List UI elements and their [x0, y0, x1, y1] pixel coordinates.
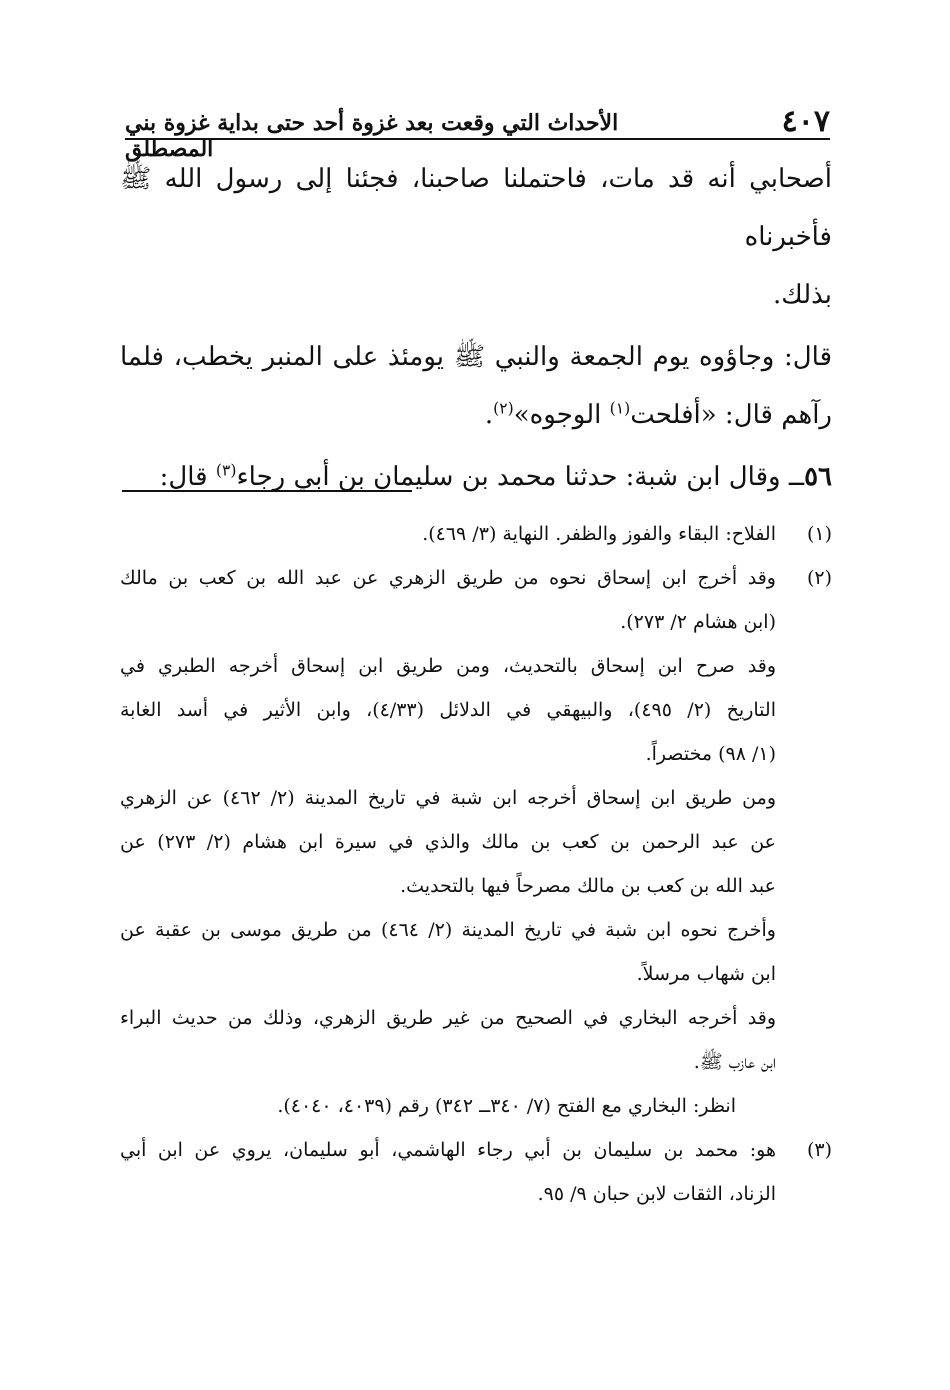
body-line [120, 386, 832, 444]
footnote-line: ابن عازب ﷺ. [693, 1051, 776, 1073]
header-rule [125, 138, 830, 140]
footnote-3 [120, 1128, 832, 1216]
hadith-number: ٥٦ [804, 462, 832, 492]
footnote-line: عبد الله بن كعب بن مالك مصرحاً فيها بالتحديث. [400, 875, 776, 897]
footnote-line: هو: محمد بن سليمان بن أبي رجاء الهاشمي، أبو سليمان، يروي عن ابن أبي [120, 1139, 776, 1161]
footnote-line: الزناد، الثقات لابن حبان ٩/ ٩٥. [537, 1183, 776, 1205]
footnote-number: (٢) [806, 567, 832, 589]
body-text-span: قال: [159, 462, 216, 492]
running-head: الأحداث التي وقعت بعد غزوة أحد حتى بداية غزوة بني المصطلق [125, 110, 619, 162]
body-text-span: رآهم قال: «أفلحت [630, 400, 832, 430]
footnote-2 [120, 556, 832, 1128]
body-line: بذلك. [773, 280, 832, 310]
body-line: قال: وجاؤوه يوم الجمعة والنبي ﷺ يومئذ على المنبر يخطب، فلما [120, 342, 832, 372]
footnote-line: (١/ ٩٨) مختصراً. [645, 743, 776, 765]
footnote-line: وقد أخرجه البخاري في الصحيح من غير طريق الزهري، وذلك من حديث البراء [120, 1007, 776, 1029]
footnote-line: ابن شهاب مرسلاً. [636, 963, 776, 985]
footnote-ref-3: (٣) [215, 461, 237, 480]
main-text [120, 150, 832, 506]
footnote-1 [120, 512, 832, 556]
footnote-ref-1: (١) [609, 399, 631, 418]
footnote-line: وقد صرح ابن إسحاق بالتحديث، ومن طريق ابن إسحاق أخرجه الطبري في [120, 655, 776, 677]
footnote-line: (ابن هشام ٢/ ٢٧٣). [620, 611, 776, 633]
body-line: أصحابي أنه قد مات، فاحتملنا صاحبنا، فجئنا إلى رسول الله ﷺ فأخبرناه [120, 164, 832, 252]
footnote-number: (٣) [806, 1139, 832, 1161]
footnote-line: الفلاح: البقاء والفوز والظفر. النهاية (٣/ ٤٦٩). [422, 523, 776, 545]
page-number: ٤٠٧ [781, 104, 830, 139]
footnote-line: التاريخ (٢/ ٤٩٥)، والبيهقي في الدلائل (٤/٣٣)، وابن الأثير في أسد الغابة [120, 699, 776, 721]
footnote-line: عن عبد الرحمن بن كعب بن مالك والذي في سيرة ابن هشام (٢/ ٢٧٣) عن [120, 831, 776, 853]
body-text-span: الوجوه» [513, 400, 610, 430]
footnote-line: وقد أخرج ابن إسحاق نحوه من طريق الزهري عن عبد الله بن كعب بن مالك [120, 567, 776, 589]
footnote-number: (١) [806, 523, 832, 545]
footnote-line: انظر: البخاري مع الفتح (٧/ ٣٤٠ــ ٣٤٢) رقم (٤٠٣٩، ٤٠٤٠). [277, 1095, 736, 1117]
body-text-span: ــ وقال ابن شبة: حدثنا محمد بن سليمان بن أبي رجاء [236, 462, 805, 492]
footnote-ref-2: (٢) [493, 399, 514, 418]
footnote-line: وأخرج نحوه ابن شبة في تاريخ المدينة (٢/ ٤٦٤) من طريق موسى بن عقبة عن [120, 919, 776, 941]
body-text-span: . [484, 400, 494, 430]
footnote-separator [122, 490, 412, 492]
footnote-line: ومن طريق ابن إسحاق أخرجه ابن شبة في تاريخ المدينة (٢/ ٤٦٢) عن الزهري [120, 787, 777, 809]
hadith-56-line [120, 448, 832, 506]
footnotes [120, 512, 832, 1216]
